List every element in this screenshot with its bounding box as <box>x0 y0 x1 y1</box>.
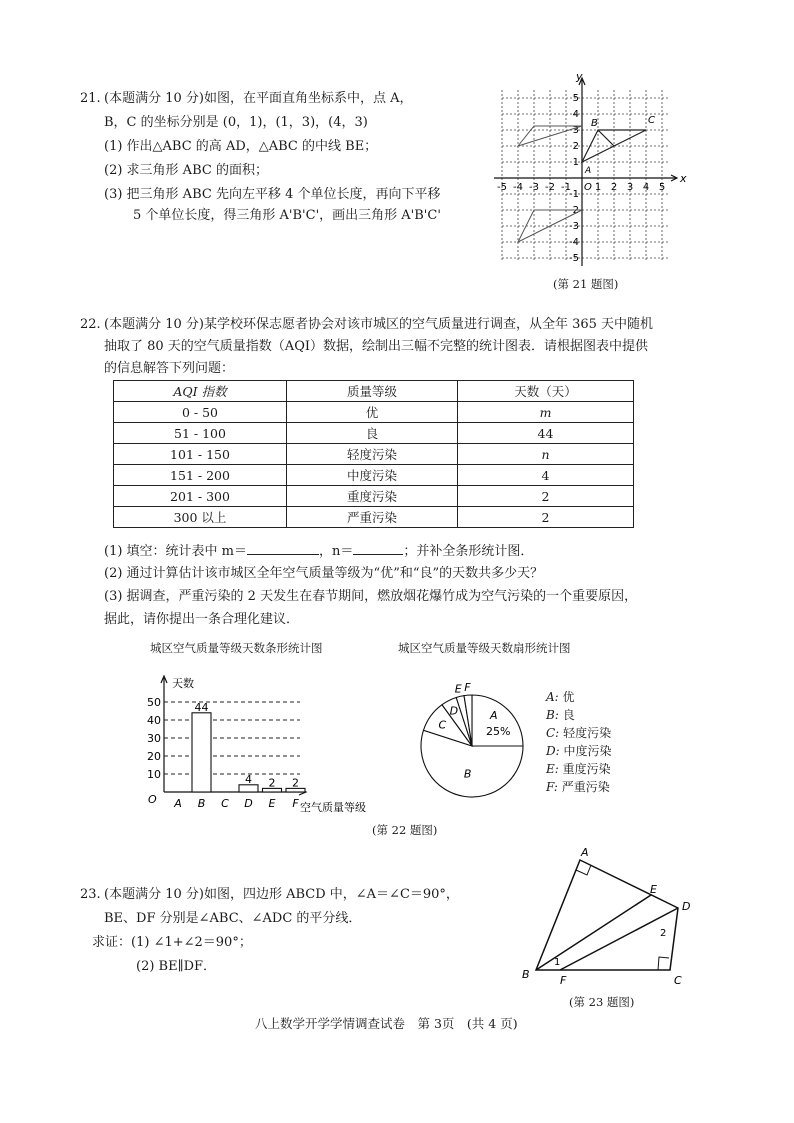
table-cell: 201 - 300 <box>114 486 287 507</box>
pie-legend <box>546 688 612 796</box>
point-b-label: B <box>591 118 598 129</box>
origin-label: O <box>584 182 592 193</box>
pie-slice-label: D <box>449 704 459 718</box>
table-cell: 4 <box>458 465 634 486</box>
table-header: AQI 指数 <box>114 381 287 402</box>
legend-key: C: <box>546 726 560 740</box>
median-be <box>598 130 614 146</box>
legend-label: 优 <box>562 690 575 704</box>
q22-stem-line1: (本题满分 10 分)某学校环保志愿者协会对该市城区的空气质量进行调查，从全年 365 天中随机 <box>104 317 654 332</box>
q22-figure-caption: (第 22 题图) <box>372 823 438 837</box>
legend-item <box>546 724 612 742</box>
point-f-label: F <box>560 974 567 987</box>
angle-2-label: 2 <box>660 928 667 939</box>
point-a-label: A <box>585 166 592 176</box>
table-cell: 良 <box>287 423 458 444</box>
table-row <box>114 423 634 444</box>
bar-category-label: E <box>268 797 276 810</box>
y-tick: 1 <box>572 157 579 168</box>
table-header-row <box>114 381 634 402</box>
y-tick: 5 <box>572 93 579 104</box>
bar-value-label: 2 <box>292 776 299 790</box>
table-row <box>114 444 634 465</box>
bar-category-label: F <box>292 797 299 810</box>
y-tick: -2 <box>569 205 579 216</box>
bar-y-tick: 40 <box>147 714 161 727</box>
bar-y-tick: 20 <box>147 750 161 763</box>
right-angle-mark-a <box>576 865 591 875</box>
legend-item <box>546 688 612 706</box>
q21-part1: (1) 作出△ABC 的高 AD，△ABC 的中线 BE； <box>104 139 378 154</box>
x-tick: -4 <box>513 182 523 193</box>
y-tick: 2 <box>572 141 579 152</box>
y-tick: 4 <box>572 109 579 120</box>
table-cell: 严重污染 <box>287 507 458 528</box>
q23-stem-line1: (本题满分 10 分)如图，四边形 ABCD 中，∠A＝∠C＝90°， <box>104 887 459 902</box>
table-cell: 44 <box>458 423 634 444</box>
vertex-d-label: D <box>682 900 691 913</box>
legend-item <box>546 778 612 796</box>
q22-part1-text-b: ，n＝ <box>319 544 354 559</box>
bar-value-label: 4 <box>245 772 252 786</box>
table-cell: 151 - 200 <box>114 465 287 486</box>
vertex-b-label: B <box>522 968 530 981</box>
x-axis-label: x <box>680 172 687 185</box>
legend-key: E: <box>546 762 559 776</box>
x-tick: 5 <box>658 182 666 193</box>
q23-proof-label: 求证： <box>92 935 132 950</box>
q23-part1: (1) ∠1+∠2＝90°； <box>131 935 252 950</box>
pie-slice-a-label: A <box>490 709 498 722</box>
table-cell: 51 - 100 <box>114 423 287 444</box>
pie-slice-label: E <box>454 682 462 696</box>
bar-value-label: 44 <box>194 700 209 714</box>
q22-stem-line3: 的信息解答下列问题： <box>104 361 235 376</box>
page-footer: 八上数学开学学情调查试卷 第 3页 (共 4 页) <box>255 1016 518 1031</box>
q21-stem-line2: B，C 的坐标分别是 (0，1)，(1，3)，(4，3) <box>104 115 368 130</box>
q23-proof-line1 <box>92 932 252 954</box>
table-cell: m <box>458 402 634 423</box>
q22-stem-line2: 抽取了 80 天的空气质量指数（AQI）数据，绘制出三幅不完整的统计图表．请根据图表中提供 <box>104 339 648 354</box>
table-header: 天数（天） <box>458 381 634 402</box>
q23-quadrilateral-figure <box>510 838 710 990</box>
table-cell: n <box>458 444 634 465</box>
bar-b <box>192 713 211 792</box>
quadrilateral-abcd <box>536 860 678 970</box>
y-tick: -3 <box>569 221 579 232</box>
table-cell: 300 以上 <box>114 507 287 528</box>
table-row <box>114 507 634 528</box>
q22-part3-line2: 据此，请你提出一条合理化建议． <box>104 612 300 627</box>
table-cell: 轻度污染 <box>287 444 458 465</box>
q23-stem-line2: BE、DF 分别是∠ABC、∠ADC 的平分线． <box>104 911 362 926</box>
legend-item <box>546 742 612 760</box>
x-tick: 3 <box>626 182 634 193</box>
q22-part2: (2) 通过计算估计该市城区全年空气质量等级为“优”和“良”的天数共多少天？ <box>104 566 544 581</box>
q22-part1-text-a: (1) 填空：统计表中 m＝ <box>104 544 248 559</box>
table-cell: 重度污染 <box>287 486 458 507</box>
q22-part1 <box>104 540 533 563</box>
bisector-df <box>560 908 678 970</box>
angle-1-label: 1 <box>554 957 561 968</box>
q21-part3-line1: (3) 把三角形 ABC 先向左平移 4 个单位长度，再向下平移 <box>104 187 441 202</box>
table-cell: 优 <box>287 402 458 423</box>
bar-y-axis-label: 天数 <box>172 677 194 690</box>
table-row <box>114 402 634 423</box>
y-tick: -1 <box>569 189 579 200</box>
x-tick: 4 <box>642 182 650 193</box>
bar-category-label: B <box>197 797 206 810</box>
table-cell: 中度污染 <box>287 465 458 486</box>
q22-part3-line1: (3) 据调查，严重污染的 2 天发生在春节期间，燃放烟花爆竹成为空气污染的一个重要原因， <box>104 589 638 604</box>
pie-chart-title: 城区空气质量等级天数扇形统计图 <box>398 641 571 655</box>
bar-category-label: D <box>244 797 253 810</box>
bar-y-tick: 30 <box>147 732 161 745</box>
table-cell: 101 - 150 <box>114 444 287 465</box>
bar-d <box>239 785 258 792</box>
legend-label: 中度污染 <box>563 744 612 758</box>
bar-chart <box>140 670 420 820</box>
q21-stem-line1: (本题满分 10 分)如图，在平面直角坐标系中，点 A， <box>104 91 413 106</box>
pie-chart <box>412 660 542 810</box>
y-axis-label: y <box>576 70 583 83</box>
point-c-label: C <box>648 115 655 126</box>
bar-y-tick: 50 <box>147 696 161 709</box>
vertex-c-label: C <box>674 974 682 987</box>
bar-value-label: 2 <box>268 776 276 790</box>
pie-slice-label: F <box>464 681 471 695</box>
bar-y-tick: 10 <box>147 768 161 781</box>
point-e-label: E <box>650 883 657 896</box>
bar-x-axis-label: 空气质量等级 <box>300 801 366 814</box>
q21-coordinate-figure <box>490 70 695 275</box>
legend-key: F: <box>546 780 558 794</box>
table-row <box>114 486 634 507</box>
legend-item <box>546 706 612 724</box>
q23-number: 23. <box>80 887 101 902</box>
legend-item <box>546 760 612 778</box>
q23-part2: (2) BE∥DF． <box>136 959 217 974</box>
pie-slice-label: B <box>463 767 472 781</box>
q21-part3-line2: 5 个单位长度，得三角形 A'B'C'，画出三角形 A'B'C' <box>133 208 441 223</box>
legend-label: 轻度污染 <box>563 726 612 740</box>
bar-category-label: C <box>221 797 229 810</box>
q21-figure-caption: (第 21 题图) <box>553 277 619 291</box>
legend-key: D: <box>546 744 560 758</box>
legend-key: A: <box>546 690 559 704</box>
x-tick: -1 <box>561 182 571 193</box>
y-tick: -5 <box>569 253 579 264</box>
q23-figure-caption: (第 23 题图) <box>569 995 635 1009</box>
y-tick: 3 <box>572 125 579 136</box>
x-tick: -3 <box>529 182 539 193</box>
legend-label: 重度污染 <box>562 762 611 776</box>
bar-origin-label: O <box>148 793 157 806</box>
pie-slice-a-percent: 25% <box>486 725 511 738</box>
q21-number: 21. <box>80 91 101 106</box>
table-cell: 0 - 50 <box>114 402 287 423</box>
vertex-a-label: A <box>581 846 589 859</box>
q21-part2: (2) 求三角形 ABC 的面积； <box>104 163 268 178</box>
x-tick: 2 <box>610 182 618 193</box>
legend-label: 良 <box>562 708 575 722</box>
legend-key: B: <box>546 708 559 722</box>
bar-category-label: A <box>174 797 182 810</box>
x-tick: -2 <box>545 182 555 193</box>
answer-blank-m[interactable] <box>247 540 319 555</box>
pie-slice-label: C <box>438 718 447 732</box>
aqi-table <box>113 380 634 528</box>
table-row <box>114 465 634 486</box>
bar-chart-title: 城区空气质量等级天数条形统计图 <box>150 641 323 655</box>
answer-blank-n[interactable] <box>353 540 403 555</box>
q22-number: 22. <box>80 317 101 332</box>
table-cell: 2 <box>458 486 634 507</box>
x-tick: 1 <box>594 182 602 193</box>
legend-label: 严重污染 <box>561 780 610 794</box>
table-cell: 2 <box>458 507 634 528</box>
q22-part1-text-c: ；并补全条形统计图． <box>403 544 534 559</box>
table-header: 质量等级 <box>287 381 458 402</box>
right-angle-mark-c <box>658 957 669 970</box>
y-tick: -4 <box>569 237 579 248</box>
x-tick: -5 <box>497 182 507 193</box>
